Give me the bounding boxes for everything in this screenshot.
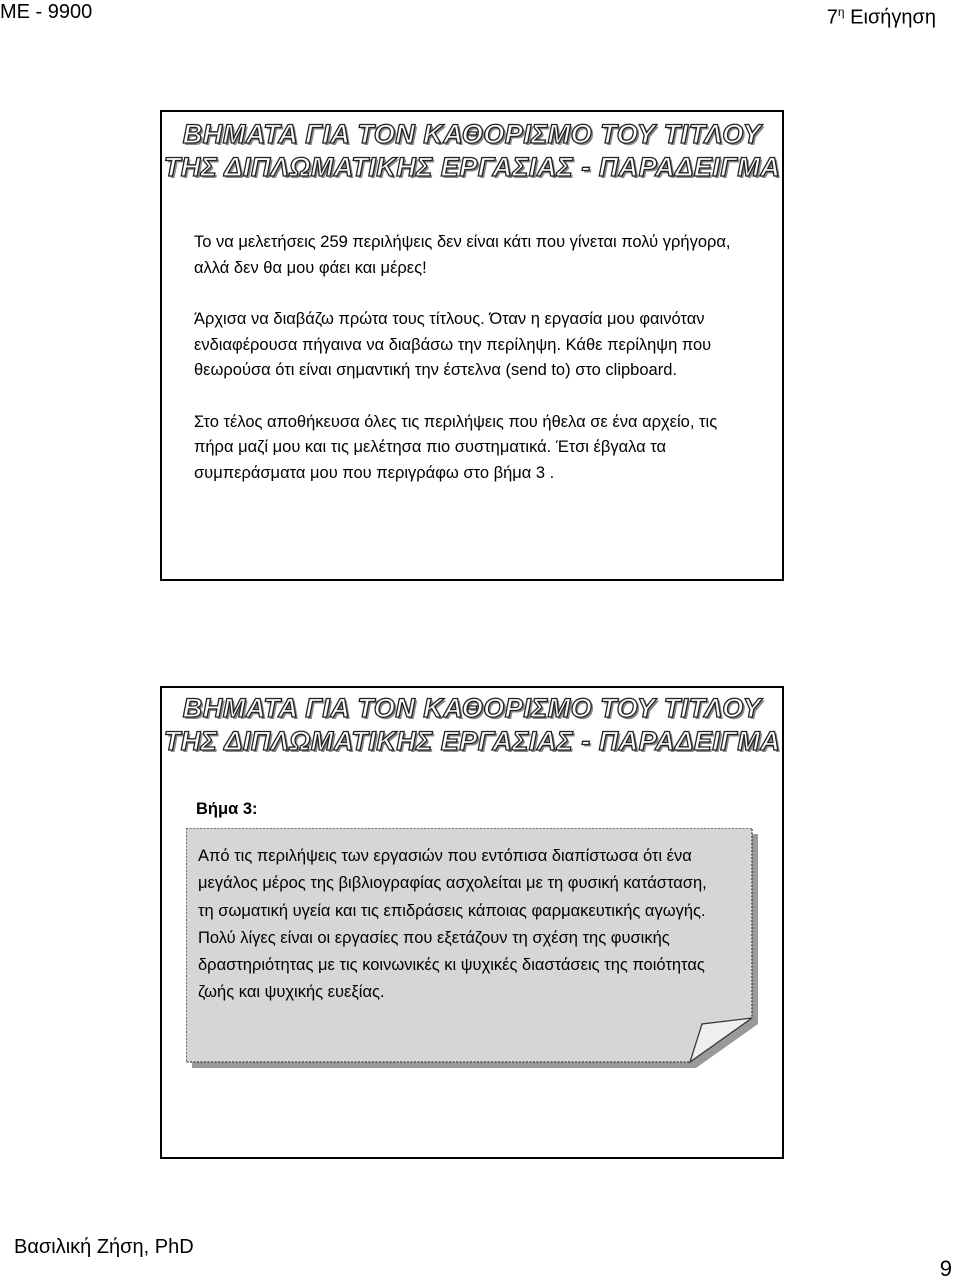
- slide-1: [160, 110, 784, 581]
- slide-2-title-line-2: ΤΗΣ ΔΙΠΛΩΜΑΤΙΚΗΣ ΕΡΓΑΣΙΑΣ - ΠΑΡΑΔΕΙΓΜΑ: [163, 726, 781, 756]
- note-text: Από τις περιλήψεις των εργασιών που εντόπισα διαπίστωσα ότι ένα μεγάλος μέρος της βιβλιογραφίας ασχολείται με τη φυσική κατάσταση, τη σωματική υγεία και τις επιδράσεις κάποιας φαρμακευτικής αγωγής. Πολύ λίγες είναι οι εργασίες που εξετάζουν τη σχέση της φυσικής δραστηριότητας με τις κοινωνικές κι ψυχικές διαστάσεις της ποιότητας ζωής και ψυχικής ευεξίας.: [198, 847, 707, 1002]
- author-name: Βασιλική Ζήση, PhD: [14, 1236, 194, 1258]
- slide-1-paragraph-3: Στο τέλος αποθήκευσα όλες τις περιλήψεις που ήθελα σε ένα αρχείο, τις πήρα μαζί μου και τις μελέτησα πιο συστηματικά. Έτσι έβγαλα τα συμπεράσματα μου που περιγράφω στο βήμα 3 .: [194, 412, 718, 482]
- lecture-label: [827, 0, 936, 30]
- slide-1-body: [194, 230, 754, 512]
- slide-1-title-line-2: ΤΗΣ ΔΙΠΛΩΜΑΤΙΚΗΣ ΕΡΓΑΣΙΑΣ - ΠΑΡΑΔΕΙΓΜΑ: [163, 152, 781, 182]
- slide-1-paragraph-2: Άρχισα να διαβάζω πρώτα τους τίτλους. Όταν η εργασία μου φαινόταν ενδιαφέρουσα πήγαινα να διαβάσω την περίληψη. Κάθε περίληψη που θεωρούσα ότι είναι σημαντική την έστελνα (send to) στο clipboard.: [194, 310, 712, 379]
- slide-1-title: [162, 118, 782, 184]
- course-code: ΜΕ - 9900: [0, 1, 93, 23]
- lecture-ordinal-suffix: η: [837, 5, 845, 19]
- slide-2: [160, 686, 784, 1159]
- step-label: Βήμα 3:: [196, 800, 258, 818]
- slide-1-title-line-1: ΒΗΜΑΤΑ ΓΙΑ ΤΟΝ ΚΑΘΟΡΙΣΜΟ ΤΟΥ ΤΙΤΛΟΥ: [182, 119, 762, 149]
- slide-2-title-line-1: ΒΗΜΑΤΑ ΓΙΑ ΤΟΝ ΚΑΘΟΡΙΣΜΟ ΤΟΥ ΤΙΤΛΟΥ: [182, 693, 762, 723]
- slide-2-title: [162, 692, 782, 758]
- lecture-number: 7: [826, 6, 838, 29]
- lecture-word: Εισήγηση: [850, 6, 936, 29]
- slide-1-paragraph-1: Το να μελετήσεις 259 περιλήψεις δεν είναι κάτι που γίνεται πολύ γρήγορα, αλλά δεν θα μου φάει και μέρες!: [194, 233, 731, 277]
- folded-note: [186, 828, 760, 1070]
- page-number: 9: [939, 1256, 952, 1281]
